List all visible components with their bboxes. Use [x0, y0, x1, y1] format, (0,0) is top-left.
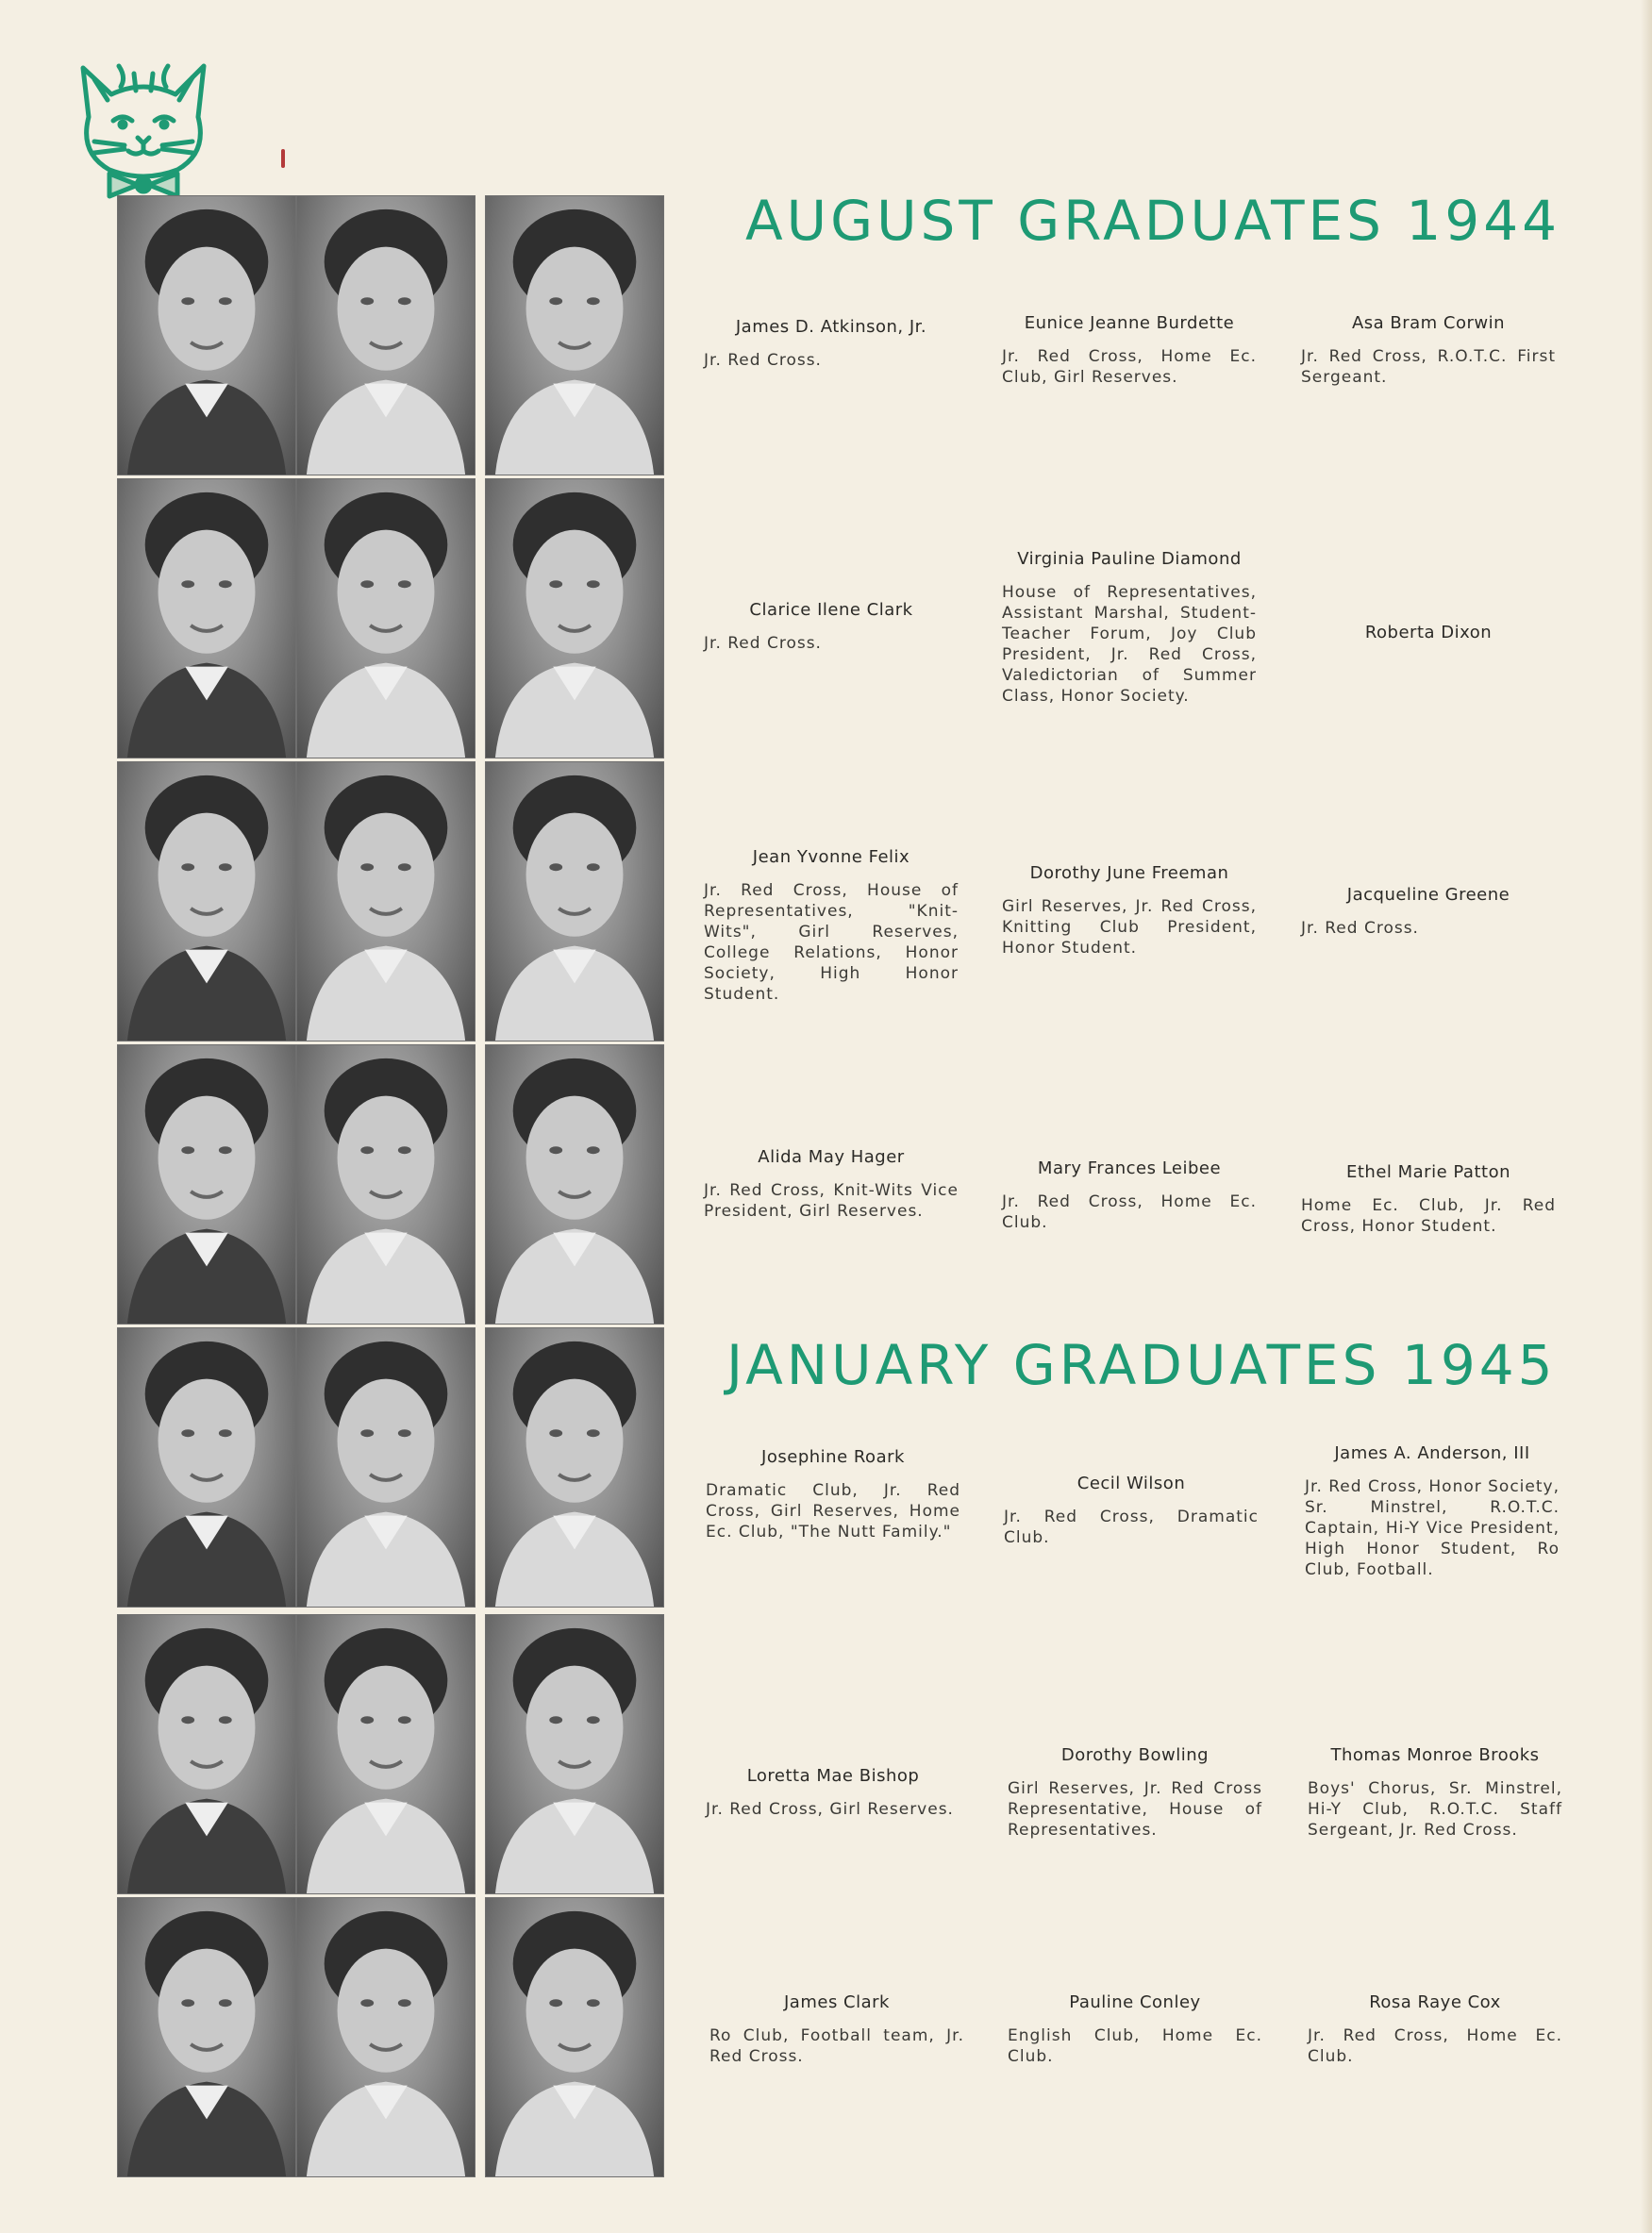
graduate-name: Alida May Hager [758, 1147, 905, 1167]
graduate-portrait [296, 1327, 476, 1608]
graduate-entry [1002, 1158, 1257, 1233]
graduate-name: Josephine Roark [761, 1447, 905, 1467]
graduate-entry [709, 1992, 964, 2067]
graduate-activities: Jr. Red Cross, Knit-Wits Vice President, Girl Reserves. [704, 1181, 959, 1221]
graduate-name: Asa Bram Corwin [1351, 313, 1506, 333]
graduate-entry [704, 847, 959, 1005]
graduate-portrait [296, 195, 476, 475]
graduate-portrait [117, 761, 296, 1042]
graduate-activities: House of Representatives, Assistant Marshal, Student-Teacher Forum, Joy Club President, Jr. Red Cross, Valedictorian of Summer Class, Honor Society. [1002, 583, 1257, 706]
graduate-name: Dorothy Bowling [1060, 1745, 1210, 1765]
graduate-portrait [485, 1044, 664, 1325]
graduate-entry [1002, 313, 1257, 388]
graduate-entry [1301, 1162, 1556, 1237]
portrait-grid [117, 195, 670, 2180]
august-section-title: AUGUST GRADUATES 1944 [745, 189, 1560, 253]
graduate-activities: Jr. Red Cross, Home Ec. Club. [1308, 2026, 1562, 2066]
graduate-activities: Jr. Red Cross. [704, 351, 822, 370]
graduate-entry [1004, 1474, 1259, 1548]
graduate-portrait [117, 195, 296, 475]
graduate-entry [704, 317, 959, 371]
graduate-portrait [485, 195, 664, 475]
graduate-activities: Jr. Red Cross, Home Ec. Club. [1002, 1192, 1257, 1232]
graduate-name: Jean Yvonne Felix [752, 847, 910, 867]
graduate-name: Eunice Jeanne Burdette [1024, 313, 1235, 333]
graduate-entry [1305, 1443, 1560, 1580]
graduate-entry [1301, 313, 1556, 388]
graduate-portrait [485, 1897, 664, 2177]
graduate-activities: Girl Reserves, Jr. Red Cross Representative, House of Representatives. [1008, 1779, 1262, 1840]
graduate-entry [706, 1447, 960, 1542]
graduate-entry [1301, 885, 1556, 939]
graduate-portrait [485, 1614, 664, 1894]
graduate-name: James A. Anderson, III [1334, 1443, 1530, 1463]
cat-mascot-icon [66, 58, 222, 200]
graduate-activities: Jr. Red Cross, Dramatic Club. [1004, 1508, 1259, 1547]
graduate-portrait [485, 761, 664, 1042]
graduate-entry [1301, 623, 1556, 656]
graduate-entry [1308, 1745, 1562, 1841]
graduate-activities: Jr. Red Cross, Honor Society, Sr. Minstrel, R.O.T.C. Captain, Hi-Y Vice President, High Honor Student, Ro Club, Football. [1305, 1477, 1560, 1579]
graduate-entry [1008, 1745, 1262, 1841]
graduate-entry [1308, 1992, 1562, 2067]
graduate-portrait [296, 1897, 476, 2177]
graduate-entry [706, 1766, 960, 1820]
graduate-activities: Boys' Chorus, Sr. Minstrel, Hi-Y Club, R.O.T.C. Staff Sergeant, Jr. Red Cross. [1308, 1779, 1562, 1840]
graduate-portrait [117, 1897, 296, 2177]
graduate-activities: English Club, Home Ec. Club. [1008, 2026, 1262, 2066]
graduate-name: Mary Frances Leibee [1037, 1158, 1222, 1178]
red-ink-mark [281, 149, 285, 168]
graduate-activities: Jr. Red Cross. [704, 634, 822, 653]
graduate-name: Jacqueline Greene [1346, 885, 1510, 905]
graduate-name: Thomas Monroe Brooks [1330, 1745, 1540, 1765]
graduate-activities: Jr. Red Cross, House of Representatives, "Knit-Wits", Girl Reserves, College Relations, Honor Society, High Honor Student. [704, 881, 959, 1004]
graduate-portrait [117, 478, 296, 758]
graduate-entry [1008, 1992, 1262, 2067]
graduate-portrait [485, 478, 664, 758]
graduate-name: Pauline Conley [1069, 1992, 1201, 2012]
graduate-name: Dorothy June Freeman [1029, 863, 1229, 883]
graduate-activities: Jr. Red Cross, R.O.T.C. First Sergeant. [1301, 347, 1556, 387]
graduate-portrait [296, 1044, 476, 1325]
graduate-portrait [296, 1614, 476, 1894]
graduate-entry [1002, 863, 1257, 958]
graduate-name: James Clark [784, 1992, 890, 2012]
page-edge [1641, 0, 1652, 2233]
graduate-activities: Home Ec. Club, Jr. Red Cross, Honor Student. [1301, 1196, 1556, 1236]
graduate-portrait [485, 1327, 664, 1608]
graduate-portrait [117, 1614, 296, 1894]
graduate-name: Loretta Mae Bishop [746, 1766, 920, 1786]
graduate-name: James D. Atkinson, Jr. [735, 317, 927, 337]
graduate-activities: Jr. Red Cross, Girl Reserves. [706, 1800, 954, 1819]
graduate-entry [704, 1147, 959, 1222]
january-section-title: JANUARY GRADUATES 1945 [726, 1333, 1557, 1397]
graduate-activities: Jr. Red Cross. [1301, 919, 1419, 938]
graduate-activities: Girl Reserves, Jr. Red Cross, Knitting Club President, Honor Student. [1002, 897, 1257, 958]
graduate-portrait [117, 1327, 296, 1608]
graduate-name: Roberta Dixon [1364, 623, 1493, 642]
graduate-name: Cecil Wilson [1076, 1474, 1186, 1493]
graduate-entry [1002, 549, 1257, 707]
graduate-portrait [117, 1044, 296, 1325]
graduate-name: Virginia Pauline Diamond [1017, 549, 1242, 569]
graduate-portrait [296, 478, 476, 758]
graduate-activities: Jr. Red Cross, Home Ec. Club, Girl Reserves. [1002, 347, 1257, 387]
graduate-activities: Dramatic Club, Jr. Red Cross, Girl Reserves, Home Ec. Club, "The Nutt Family." [706, 1481, 960, 1541]
graduate-activities: Ro Club, Football team, Jr. Red Cross. [709, 2026, 964, 2066]
graduate-name: Rosa Raye Cox [1369, 1992, 1501, 2012]
graduate-name: Clarice Ilene Clark [749, 600, 913, 620]
graduate-entry [704, 600, 959, 654]
graduate-portrait [296, 761, 476, 1042]
graduate-name: Ethel Marie Patton [1345, 1162, 1510, 1182]
